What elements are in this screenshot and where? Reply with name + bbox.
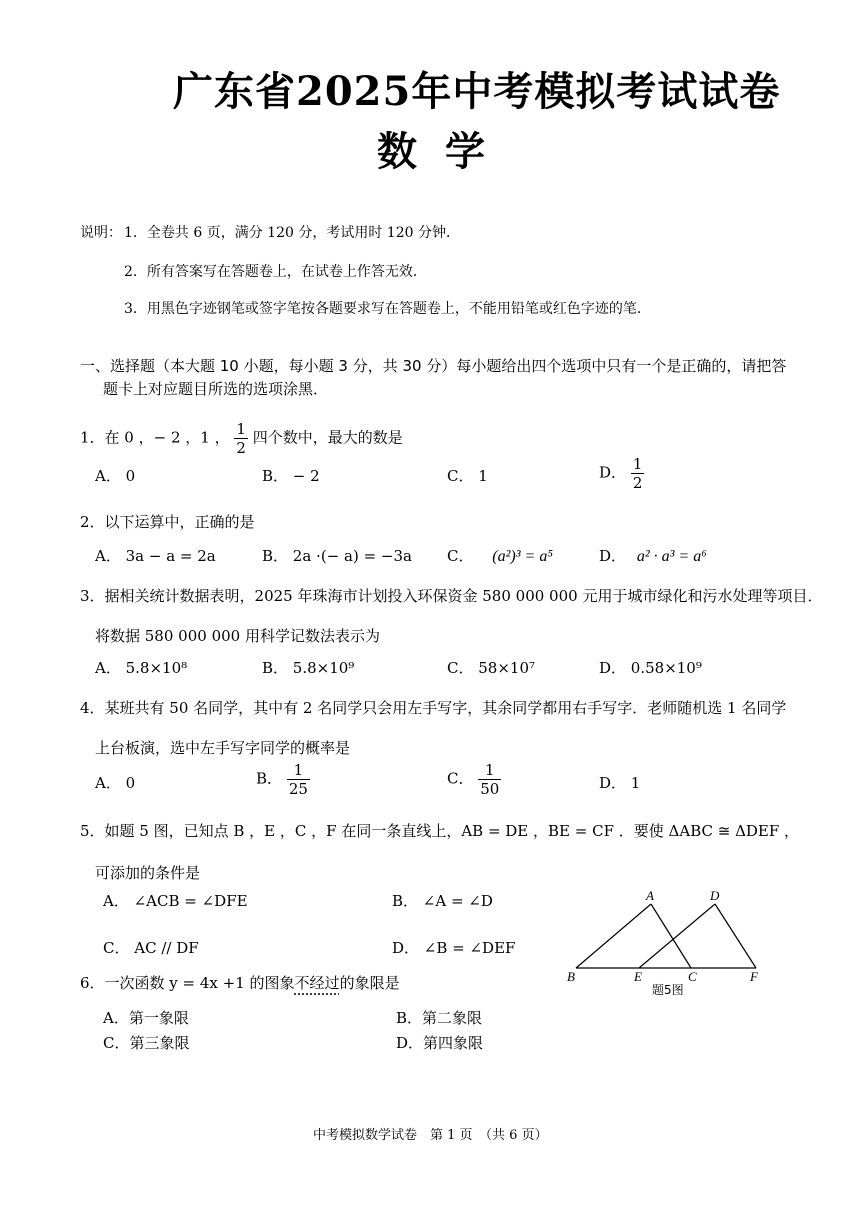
q4-option-c-fraction	[478, 761, 501, 798]
q6-option-c: C．第三象限	[103, 1034, 190, 1052]
figure-segment-df	[715, 904, 756, 968]
q2-option-b: B． 2a ·(− a) = −3a	[262, 547, 412, 565]
figure-segment-de	[639, 904, 715, 968]
q2-option-c-label: C．	[447, 547, 474, 565]
q6-stem-emphasis: 不经过	[294, 974, 340, 992]
q4-option-a: A． 0	[95, 774, 136, 792]
q5-stem-line2: 可添加的条件是	[95, 864, 201, 882]
exam-title: 广东省2025年中考模拟考试试卷	[173, 68, 781, 115]
q3-option-b: B． 5.8×10⁹	[262, 659, 355, 677]
q5-figure	[560, 884, 770, 1000]
notes-label: 说明：	[80, 225, 122, 241]
q3-stem-line1: 3．据相关统计数据表明，2025 年珠海市计划投入环保资金 580 000 000 元用于城市绿化和污水处理等项目．	[80, 587, 823, 605]
q4-c-den: 50	[480, 780, 500, 798]
note-item-3: 3．用黑色字迹钢笔或签字笔按各题要求写在答题卷上，不能用铅笔或红色字迹的笔．	[124, 301, 651, 317]
figure-label-a: A	[646, 888, 654, 903]
subject-title: 数学	[377, 128, 513, 175]
q5-stem-line1: 5．如题 5 图，已知点 B ，E ，C ，F 在同一条直线上，AB = DE ，BE = CF ．要使 ΔABC ≅ ΔDEF ，	[80, 822, 800, 840]
q4-option-b	[256, 761, 310, 798]
figure-label-d: D	[710, 888, 720, 903]
note-item-1: 1．全卷共 6 页，满分 120 分，考试用时 120 分钟．	[124, 225, 460, 241]
q3-option-a: A． 5.8×10⁸	[95, 659, 188, 677]
section-heading-line1: 一、选择题（本大题 10 小题，每小题 3 分，共 30 分）每小题给出四个选项中只有一个是正确的，请把答	[80, 357, 787, 375]
q4-stem-line1: 4．某班共有 50 名同学，其中有 2 名同学只会用左手写字，其余同学都用右手写字．老师随机选 1 名同学	[80, 699, 787, 717]
q2-option-c	[447, 545, 553, 566]
q1-d-den: 2	[632, 474, 643, 492]
q5-option-a: A． ∠ACB = ∠DFE	[103, 892, 248, 910]
q4-option-c-label: C．	[447, 769, 474, 788]
q1-frac-num: 1	[236, 420, 246, 438]
note-item-2: 2．所有答案写在答题卷上，在试卷上作答无效．	[124, 264, 427, 280]
q4-option-b-label: B．	[256, 769, 283, 788]
q3-option-c: C． 58×10⁷	[447, 659, 536, 677]
q4-option-c	[447, 761, 501, 798]
q2-option-d	[599, 545, 707, 566]
section-heading-line2: 题卡上对应题目所选的选项涂黑．	[103, 380, 329, 398]
q6-option-d: D．第四象限	[396, 1034, 484, 1052]
q1-stem-prefix: 1．在 0 ，− 2 ，1 ，	[80, 428, 230, 447]
q4-b-num: 1	[287, 761, 310, 780]
q2-stem: 2．以下运算中，正确的是	[80, 513, 255, 531]
q3-option-d: D． 0.58×10⁹	[599, 659, 702, 677]
q2-option-d-expr: a² · a³ = a⁶	[636, 548, 707, 565]
q6-option-a: A．第一象限	[103, 1009, 189, 1027]
figure-segment-ac	[651, 904, 691, 968]
q1-option-d	[599, 455, 644, 492]
figure-label-b: B	[567, 969, 575, 984]
q1-stem-fraction	[234, 420, 248, 457]
q1-option-c: C． 1	[447, 467, 488, 485]
figure-label-f: F	[750, 969, 758, 984]
figure-caption: 题5图	[652, 983, 684, 997]
q6-stem-prefix: 6．一次函数 y = 4x +1 的图象	[80, 974, 295, 992]
q1-option-a: A． 0	[95, 467, 136, 485]
figure-label-e: E	[634, 969, 642, 984]
figure-label-c: C	[688, 969, 697, 984]
q4-stem-line2: 上台板演，选中左手写字同学的概率是	[95, 739, 351, 757]
q6-stem	[80, 972, 400, 993]
q4-b-den: 25	[288, 780, 308, 798]
q5-option-b: B． ∠A = ∠D	[392, 892, 493, 910]
q2-option-d-label: D．	[599, 547, 627, 565]
q1-option-b: B． − 2	[262, 467, 320, 485]
q1-frac-den: 2	[236, 439, 246, 457]
q1-option-d-label: D．	[599, 463, 627, 482]
q2-option-c-expr: (a²)³ = a⁵	[492, 548, 553, 565]
q1-option-d-fraction	[631, 455, 645, 492]
q1-stem-suffix: 四个数中，最大的数是	[252, 428, 403, 447]
figure-segment-ab	[576, 904, 651, 968]
q4-c-num: 1	[478, 761, 501, 780]
q3-stem-line2: 将数据 580 000 000 用科学记数法表示为	[95, 627, 380, 645]
q6-option-b: B．第二象限	[396, 1009, 483, 1027]
q6-stem-suffix: 的象限是	[339, 974, 400, 992]
q4-option-b-fraction	[287, 761, 310, 798]
q1-stem	[80, 420, 403, 457]
page-footer: 中考模拟数学试卷 第 1 页 （共 6 页）	[313, 1128, 548, 1143]
q5-option-c: C． AC // DF	[103, 939, 199, 957]
q5-option-d: D． ∠B = ∠DEF	[392, 939, 516, 957]
q4-option-d: D． 1	[599, 774, 641, 792]
q2-option-a: A． 3a − a = 2a	[95, 547, 216, 565]
q1-d-num: 1	[632, 455, 643, 473]
